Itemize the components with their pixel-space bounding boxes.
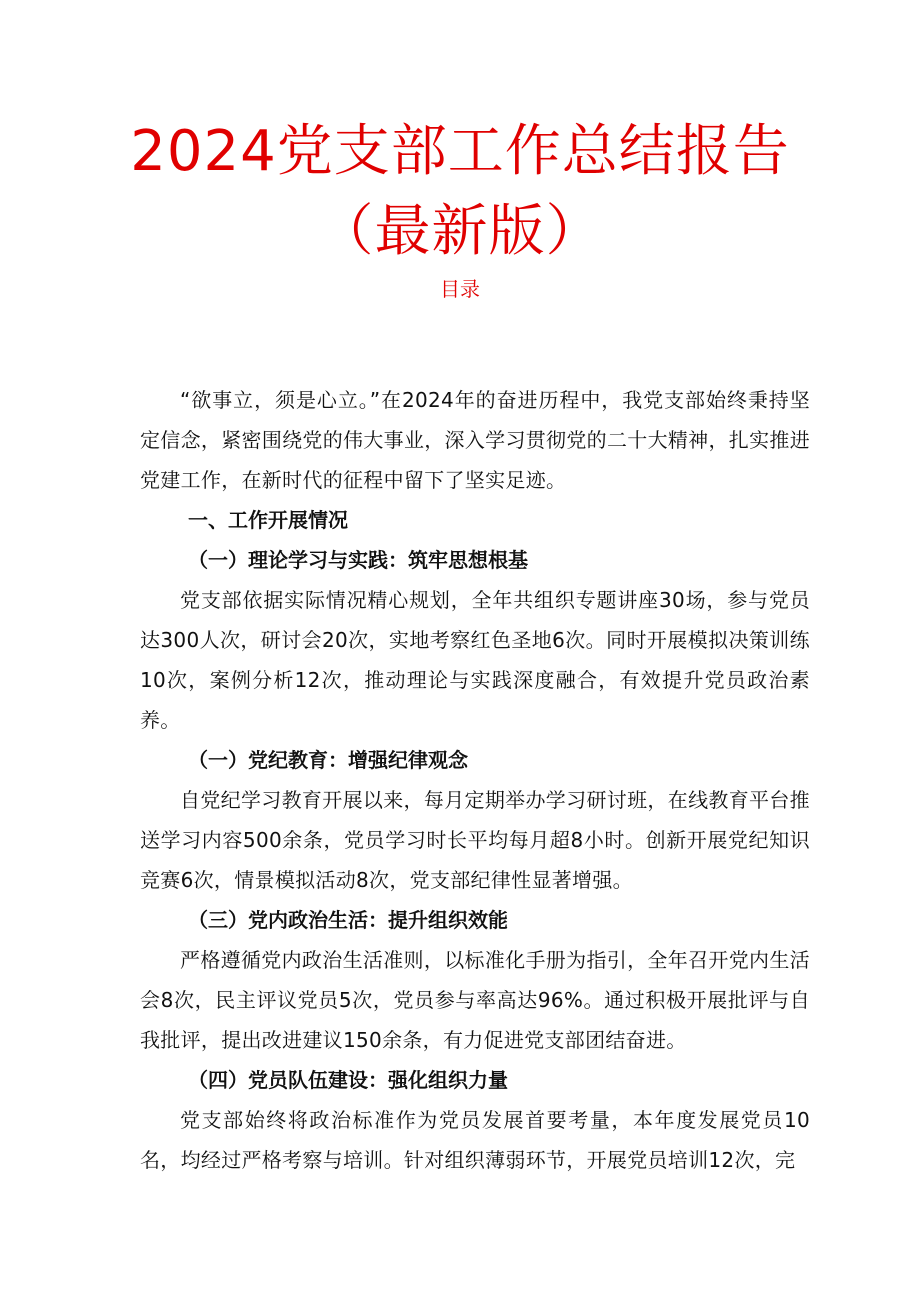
subsection-body-1: 党支部依据实际情况精心规划，全年共组织专题讲座30场，参与党员达300人次，研讨会20次，实地考察红色圣地6次。同时开展模拟决策训练10次，案例分析12次，推动理论与实践深度融合，有效提升党员政治素养。 [140, 588, 810, 732]
subsection-heading-4: （四）党员队伍建设：强化组织力量 [188, 1068, 508, 1092]
document-title-line2: （最新版） [317, 199, 603, 264]
intro-paragraph: “欲事立，须是心立。”在2024年的奋进历程中，我党支部始终秉持坚定信念，紧密围绕党的伟大事业，深入学习贯彻党的二十大精神，扎实推进党建工作，在新时代的征程中留下了坚实足迹。 [140, 388, 810, 492]
subsection-heading-3: （三）党内政治生活：提升组织效能 [188, 908, 508, 932]
table-of-contents-label: 目录 [440, 277, 480, 301]
subsection-body-3: 严格遵循党内政治生活准则，以标准化手册为指引，全年召开党内生活会8次，民主评议党员5次，党员参与率高达96%。通过积极开展批评与自我批评，提出改进建议150余条，有力促进党支部团结奋进。 [140, 948, 810, 1052]
subsection-heading-2: （一）党纪教育：增强纪律观念 [188, 748, 468, 772]
document-body [140, 380, 810, 1180]
section-heading: 一、工作开展情况 [188, 508, 348, 532]
document-title-line1: 2024党支部工作总结报告 [130, 119, 790, 184]
subsection-heading-1: （一）理论学习与实践：筑牢思想根基 [188, 548, 528, 572]
subsection-body-2: 自党纪学习教育开展以来，每月定期举办学习研讨班，在线教育平台推送学习内容500余条，党员学习时长平均每月超8小时。创新开展党纪知识竞赛6次，情景模拟活动8次，党支部纪律性显著增强。 [140, 788, 810, 892]
subsection-body-4: 党支部始终将政治标准作为党员发展首要考量，本年度发展党员10名，均经过严格考察与培训。针对组织薄弱环节，开展党员培训12次，完 [140, 1108, 810, 1172]
